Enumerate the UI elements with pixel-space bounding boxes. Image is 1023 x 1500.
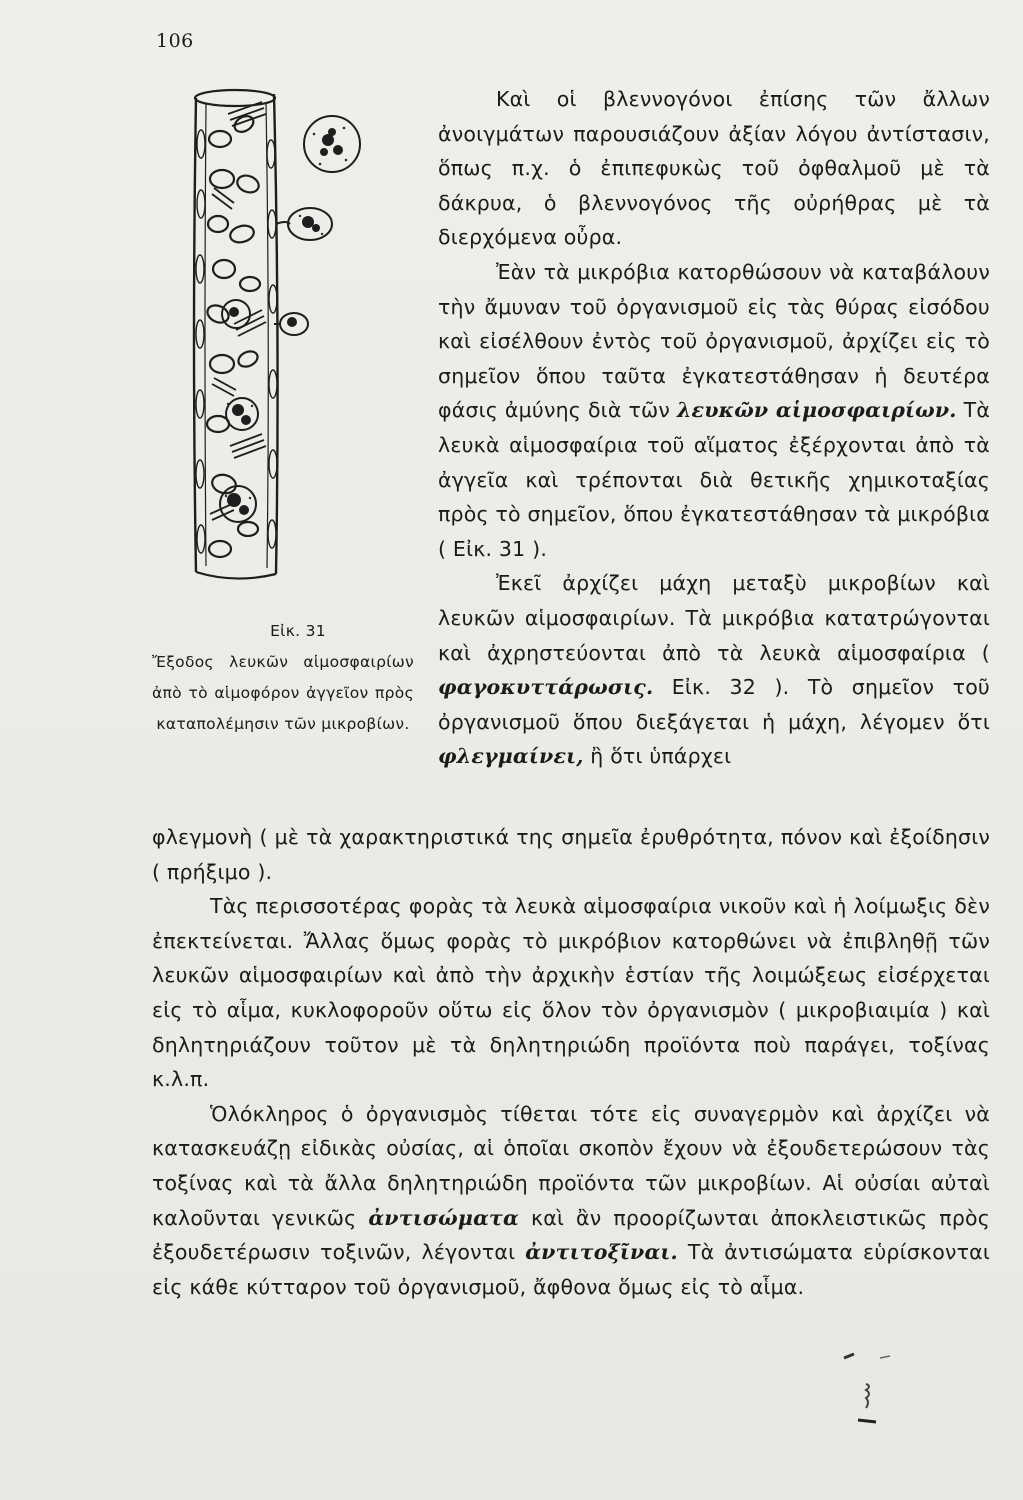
paragraph-infection-spread: Τὰς περισσοτέρας φορὰς τὰ λευκὰ αἱμοσφαίρια νικοῦν καὶ ἡ λοίμωξις δὲν ἐπεκτείνεται. Ἄλλας ὅμως φορὰς τὸ μικρόβιον κατορθώνει νὰ ἐπιβληθῇ τῶν λευκῶν αἱμοσφαιρίων καὶ ἀπὸ τὴν ἀρχικὴν ἑστίαν τῆς λοιμώξεως εἰσέρχεται εἰς τὸ αἷμα, κυκλοφοροῦν οὕτω εἰς ὅλον τὸν ὀργανισμὸν ( μικροβιαιμία ) καὶ δηλητηριάζουν τοῦτον μὲ τὰ δηλητηριώδη προϊόντα ποὺ παράγει, τοξίνας κ.λ.π. [152, 894, 990, 1092]
paragraph-text: Ὁλόκληρος ὁ ὀργανισμὸς τίθεται τότε εἰς συναγερμὸν καὶ ἀρχίζει νὰ κατασκευάζῃ εἰδικὰς οὐσίας, αἱ ὁποῖαι σκοπὸν ἔχουν νὰ ἐξουδετερώσουν τὰς τοξίνας καὶ τὰ ἄλλα δηλητηριώδη προϊόντα τῶν μικροβίων. Αἱ οὐσίαι αὐταὶ καλοῦνται γενικῶς [152, 1101, 990, 1230]
paragraph-text: Τὰ λευκὰ αἱμοσφαίρια τοῦ αἵματος ἐξέρχονται ἀπὸ τὰ ἀγγεῖα καὶ τρέπονται διὰ θετικῆς χημικοταξίας πρὸς τὸ σημεῖον, ὅπου ἐγκατεστάθησαν τὰ μικρόβια ( Εἰκ. 31 ). [438, 398, 991, 561]
paragraph-text: Τὰ ἀντισώματα εὑρίσκονται εἰς κάθε κύτταρον τοῦ ὀργανισμοῦ, ἄφθονα ὅμως εἰς τὸ αἷμα. [152, 1240, 990, 1299]
paragraph-text: ἢ ὅτι ὑπάρχει [590, 744, 732, 769]
paragraph-mucous-membranes: Καὶ οἱ βλεννογόνοι ἐπίσης τῶν ἄλλων ἀνοιγμάτων παρουσιάζουν ἀξίαν λόγου ἀντίστασιν, ὅπως π.χ. ὁ ἐπιπεφυκὼς τοῦ ὀφθαλμοῦ μὲ τὰ δάκρυα, ὁ βλεννογόνος τῆς οὐρήθρας μὲ τὰ διερχόμενα οὖρα. [438, 87, 990, 250]
paragraph-text: Ἐκεῖ ἀρχίζει μάχη μεταξὺ μικροβίων καὶ λευκῶν αἱμοσφαιρίων. Τὰ μικρόβια κατατρώγονται καὶ ἀχρηστεύονται ἀπὸ τὰ λευκὰ αἱμοσφαίρια ( [438, 571, 990, 665]
term-antibodies: ἀντισώματα [368, 1205, 520, 1230]
term-phagocytosis: φαγοκυττάρωσις. [438, 675, 654, 700]
term-white-blood-cells: λευκῶν αἱμοσφαιρίων. [676, 398, 957, 423]
term-inflamed: φλεγμαίνει, [438, 744, 584, 769]
figure-caption [152, 616, 414, 740]
text-column-right [438, 82, 990, 774]
paragraph-battle [438, 566, 990, 774]
paragraph-white-cells [438, 255, 990, 566]
page-number: 106 [156, 30, 194, 52]
paragraph-inflammation-end: φλεγμονὴ ( μὲ τὰ χαρακτηριστικά της σημεῖα ἐρυθρότητα, πόνον καὶ ἐξοίδησιν ( πρήξιμο ). [152, 825, 990, 884]
paragraph-text: καὶ ἂν προορίζωνται ἀποκλειστικῶς πρὸς ἐξουδετέρωσιν τοξινῶν, λέγονται [152, 1205, 991, 1265]
figure-label: Εἰκ. 31 [270, 622, 326, 640]
term-antitoxins: ἀντιτοξῖναι. [525, 1240, 678, 1265]
paragraph-antibodies [152, 1097, 990, 1305]
figure-blood-vessel-illustration [182, 84, 422, 604]
figure-caption-text: Ἔξοδος λευκῶν αἱμοσφαιρίων ἀπὸ τὸ αἱμοφόρον ἀγγεῖον πρὸς καταπολέμησιν τῶν μικροβίων. [152, 653, 414, 733]
paragraph-text: Εἰκ. 32 ). Τὸ σημεῖον τοῦ ὀργανισμοῦ ὅπου διεξάγεται ἡ μάχη, λέγομεν ὅτι [438, 675, 990, 734]
paragraph-text: Ἐὰν τὰ μικρόβια κατορθώσουν νὰ καταβάλουν τὴν ἄμυναν τοῦ ὀργανισμοῦ εἰς τὰς θύρας εἰσόδου καὶ εἰσέλθουν ἐντὸς τοῦ ὀργανισμοῦ, ἀρχίζει εἰς τὸ σημεῖον ὅπου ταῦτα ἐγκατεστάθησαν ἡ δευτέρα φάσις ἀμύνης διὰ τῶν [438, 259, 990, 423]
ink-mark-decoration [840, 1350, 900, 1430]
text-column-full [152, 820, 990, 1304]
